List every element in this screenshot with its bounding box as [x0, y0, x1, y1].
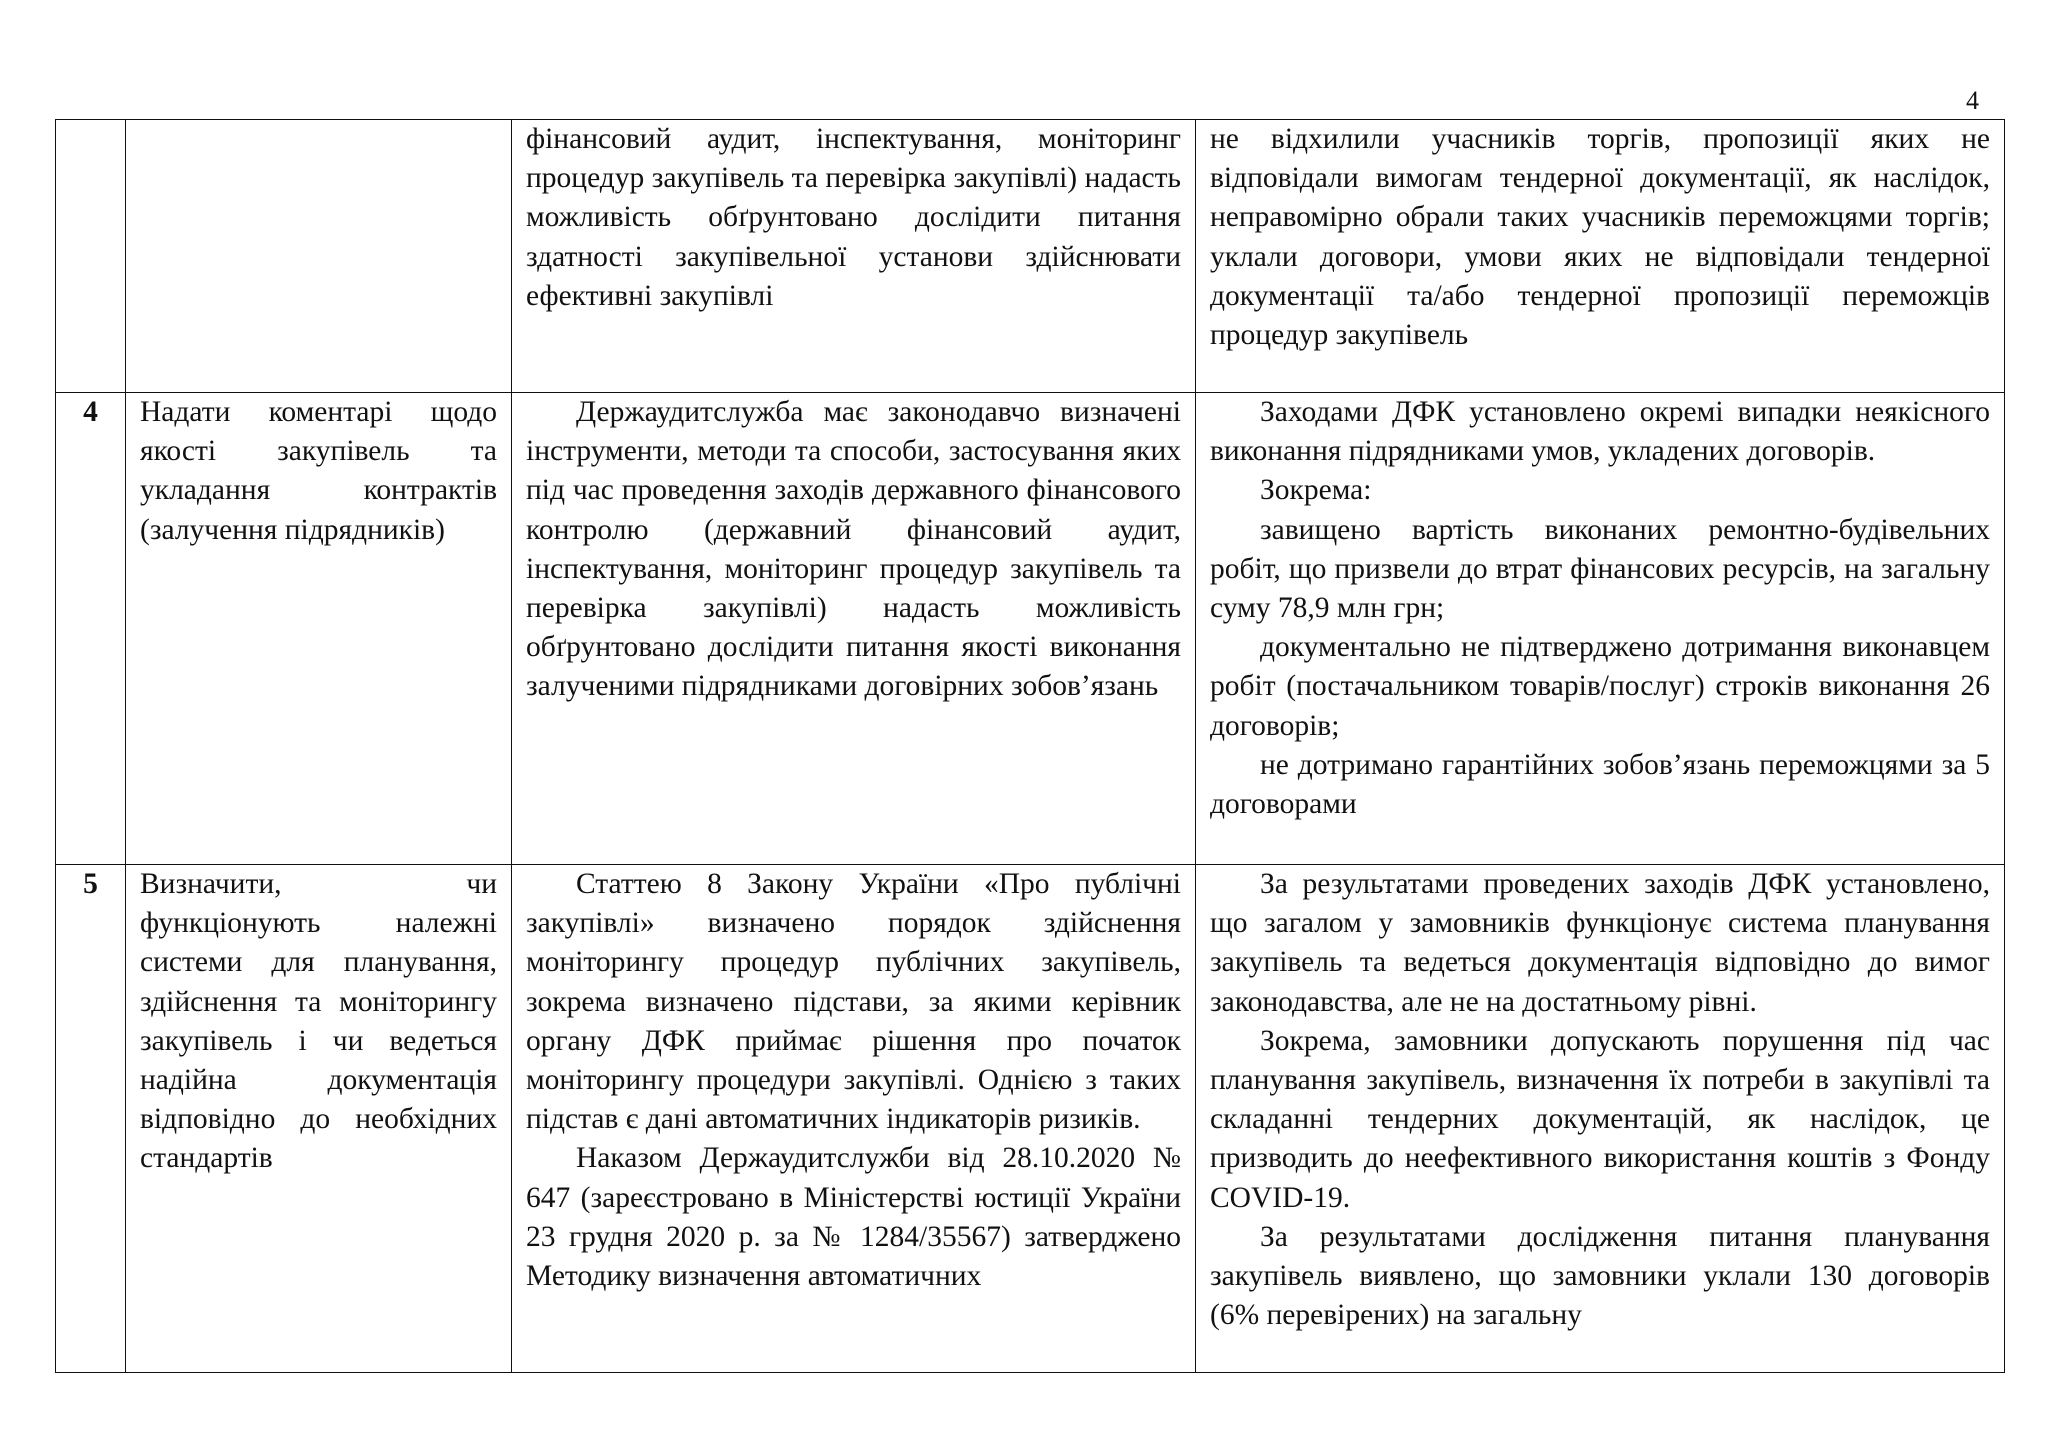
row-number-cell: 5 [56, 865, 126, 1373]
topic-cell [126, 120, 512, 393]
results-paragraph: завищено вартість виконаних ремонтно-будівельних робіт, що призвели до втрат фінансових ресурсів, на загальну суму 78,9 млн грн; [1210, 513, 1990, 625]
tools-cell [512, 393, 1196, 865]
results-cell [1196, 865, 2005, 1373]
page-number: 4 [1966, 86, 1979, 115]
results-cell [1196, 120, 2005, 393]
results-paragraph: Зокрема, замовники допускають порушення під час планування закупівель, визначення їх потреби в закупівлі та складанні тендерних документацій, як наслідок, це призводить до неефективного використання коштів з Фонду COVID-19. [1210, 1024, 1990, 1214]
results-paragraph: За результатами дослідження питання планування закупівель виявлено, що замовники уклали 130 договорів (6% перевірених) на загальну [1210, 1220, 1990, 1332]
tools-cell [512, 120, 1196, 393]
results-paragraph: Зокрема: [1260, 474, 1372, 507]
table-row [56, 120, 2005, 393]
results-paragraph: Заходами ДФК установлено окремі випадки неякісного виконання підрядниками умов, укладених договорів. [1210, 396, 1990, 468]
tools-paragraph: фінансовий аудит, інспектування, моніторинг процедур закупівель та перевірка закупівлі) надасть можливість обґрунтовано дослідити питання здатності закупівельної установи здійснювати ефективні закупівлі [526, 123, 1181, 312]
tools-paragraph: Статтею 8 Закону України «Про публічні закупівлі» визначено порядок здійснення моніторингу процедур публічних закупівель, зокрема визначено підстави, за якими керівник органу ДФК приймає рішення про початок моніторингу процедури закупівлі. Однією з таких підстав є дані автоматичних індикаторів ризиків. [526, 868, 1181, 1136]
results-paragraph: документально не підтверджено дотримання виконавцем робіт (постачальником товарів/послуг) строків виконання 26 договорів; [1210, 631, 1990, 742]
table-row [56, 393, 2005, 865]
results-paragraph: не дотримано гарантійних зобов’язань переможцями за 5 договорами [1210, 748, 1990, 821]
topic-cell: Визначити, чи функціонують належні системи для планування, здійснення та моніторингу закупівель і чи ведеться надійна документація відповідно до необхідних стандартів [126, 865, 512, 1373]
results-cell [1196, 393, 2005, 865]
table-row [56, 865, 2005, 1373]
results-paragraph: За результатами проведених заходів ДФК установлено, що загалом у замовників функціонує система планування закупівель та ведеться документація відповідно до вимог законодавства, але не на достатньому рівні. [1210, 868, 1990, 1018]
row-number-cell [56, 120, 126, 393]
topic-cell: Надати коментарі щодо якості закупівель та укладання контрактів (залучення підрядників) [126, 393, 512, 865]
audit-table [55, 119, 2005, 1373]
tools-paragraph: Держаудитслужба має законодавчо визначені інструменти, методи та способи, застосування яких під час проведення заходів державного фінансового контролю (державний фінансовий аудит, інспектування, моніторинг процедур закупівель та перевірка закупівлі) надасть можливість обґрунтовано дослідити питання якості виконання залученими підрядниками договірних зобов’язань [526, 396, 1181, 703]
results-paragraph: не відхилили учасників торгів, пропозиції яких не відповідали вимогам тендерної документації, як наслідок, неправомірно обрали таких учасників переможцями торгів; уклали договори, умови яких не відповідали тендерної документації та/або тендерної пропозиції переможців процедур закупівель [1210, 123, 1990, 352]
tools-paragraph: Наказом Держаудитслужби від 28.10.2020 № 647 (зареєстровано в Міністерстві юстиції України 23 грудня 2020 р. за № 1284/35567) затверджено Методику визначення автоматичних [526, 1142, 1181, 1293]
row-number-cell: 4 [56, 393, 126, 865]
tools-cell [512, 865, 1196, 1373]
